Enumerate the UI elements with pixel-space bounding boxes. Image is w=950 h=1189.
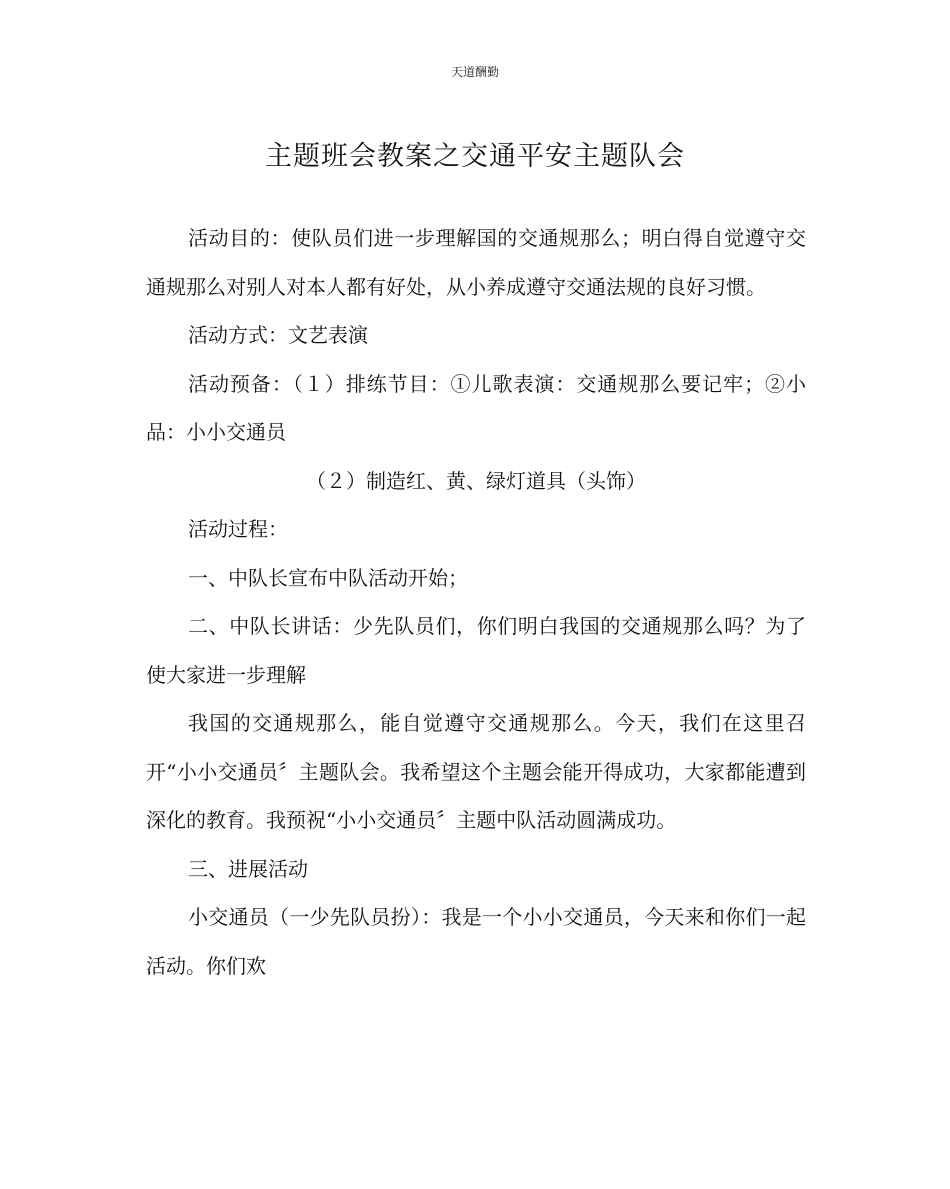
paragraph-step-1: 一、中队长宣布中队活动开始； <box>188 565 468 590</box>
paragraph-traffic-officer: 小交通员（一少先队员扮）：我是一个小小交通员，今天来和你们一起活动。你们欢 <box>146 905 806 978</box>
paragraph-preparation: 活动预备：（１）排练节目：①儿歌表演：交通规那么要记牢；②小品：小小交通员 <box>146 371 806 444</box>
page-header: 天道酬勤 <box>450 65 499 79</box>
document-body <box>146 214 806 990</box>
paragraph-step-3: 三、进展活动 <box>188 856 308 881</box>
paragraph-process-heading: 活动过程： <box>188 517 288 541</box>
paragraph-purpose: 活动目的：使队员们进一步理解国的交通规那么；明白得自觉遵守交通规那么对别人对本人都有好处，从小养成遵守交通法规的良好习惯。 <box>146 226 806 299</box>
document-title: 主题班会教案之交通平安主题队会 <box>265 141 685 172</box>
paragraph-method: 活动方式：文艺表演 <box>188 323 368 347</box>
paragraph-step-2-continued: 我国的交通规那么，能自觉遵守交通规那么。今天，我们在这里召开“小小交通员〞主题队会。我希望这个主题会能开得成功，大家都能遭到深化的教育。我预祝“小小交通员〞主题中队活动圆满成功。 <box>146 711 806 832</box>
paragraph-step-2: 二、中队长讲话：少先队员们，你们明白我国的交通规那么吗？为了使大家进一步理解 <box>146 614 806 687</box>
paragraph-preparation-2: （２）制造红、黄、绿灯道具（头饰） <box>306 468 646 493</box>
